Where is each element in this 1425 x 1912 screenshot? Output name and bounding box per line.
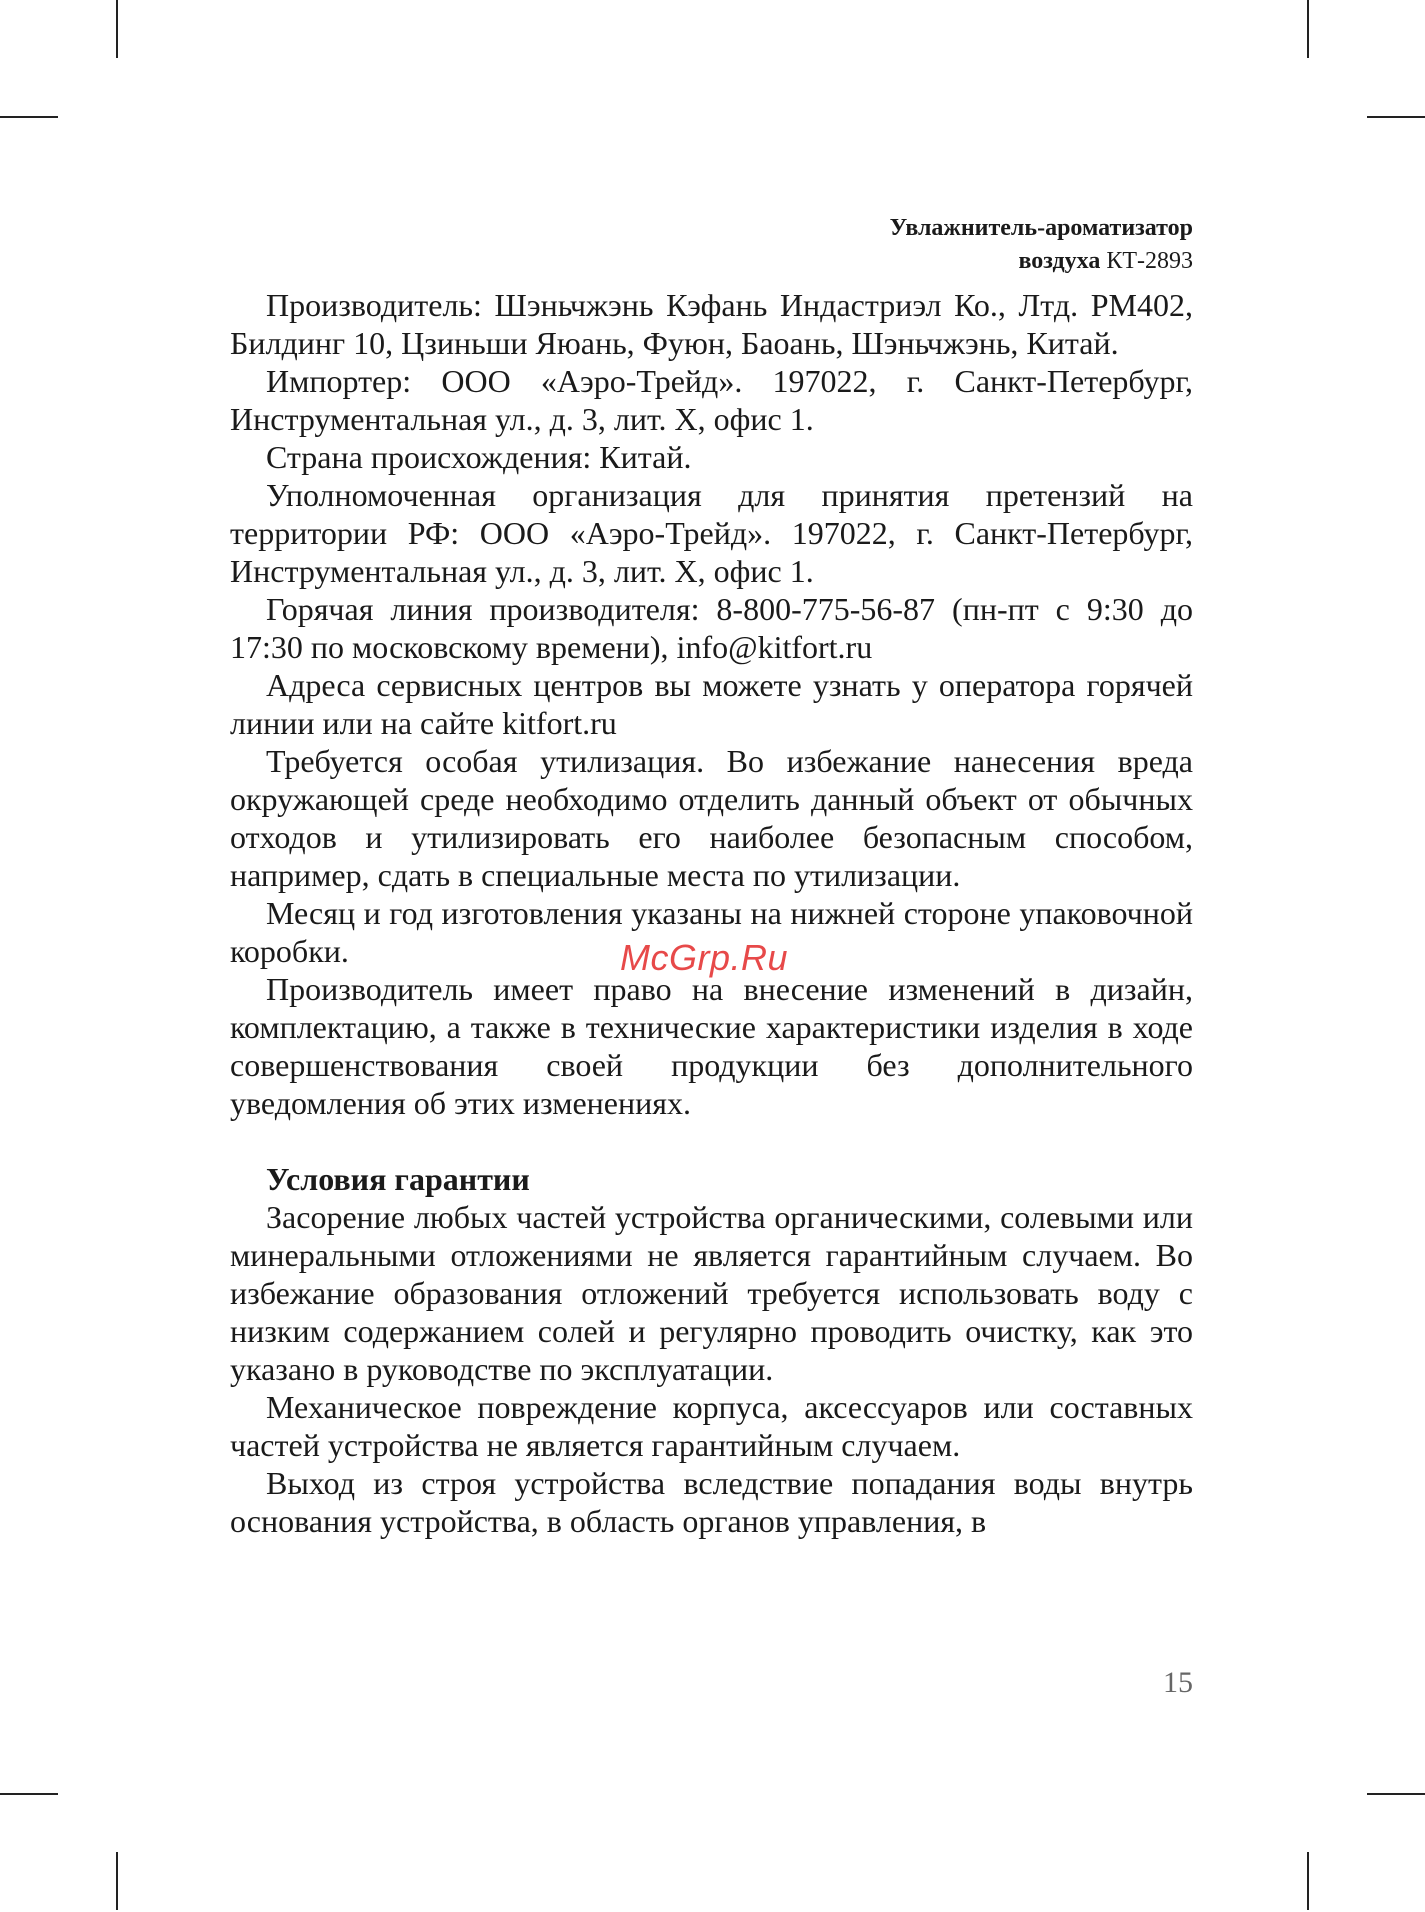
paragraph-country: Страна происхождения: Китай. — [266, 439, 692, 475]
crop-mark-top-left — [116, 0, 118, 58]
paragraph-hotline: Горячая линия производителя: 8-800-775-56-87 (пн-пт с 9:30 до 17:30 по московскому времени), info@kitfort.ru — [230, 591, 1193, 665]
paragraph-disposal: Требуется особая утилизация. Во избежание нанесения вреда окружающей среде необходимо отделить данный объект от обычных отходов и утилизировать его наиболее безопасным способом, например, сдать в специальные места по утилизации. — [230, 743, 1193, 893]
section-title-warranty: Условия гарантии — [266, 1161, 530, 1197]
crop-mark-left-bottom — [0, 1793, 58, 1795]
page-body — [230, 286, 1193, 1540]
paragraph-design-changes: Производитель имеет право на внесение изменений в дизайн, комплектацию, а также в технические характеристики изделия в ходе совершенствования своей продукции без дополнительного уведомления об этих изменениях. — [230, 971, 1193, 1121]
paragraph-service-centers: Адреса сервисных центров вы можете узнать у оператора горячей линии или на сайте kitfort.ru — [230, 667, 1193, 741]
crop-mark-left-top — [0, 116, 58, 118]
paragraph-warranty-mechanical: Механическое повреждение корпуса, аксессуаров или составных частей устройства не является гарантийным случаем. — [230, 1389, 1193, 1463]
header-line-1: Увлажнитель-ароматизатор — [889, 215, 1193, 241]
crop-mark-right-bottom — [1367, 1793, 1425, 1795]
crop-mark-top-right — [1307, 0, 1309, 58]
paragraph-authorized-org: Уполномоченная организация для принятия претензий на территории РФ: ООО «Аэро-Трейд». 197022, г. Санкт-Петербург, Инструментальная ул., д. 3, лит. Х, офис 1. — [230, 477, 1193, 589]
crop-mark-bottom-right — [1307, 1852, 1309, 1910]
watermark: McGrp.Ru — [620, 937, 789, 978]
paragraph-importer: Импортер: ООО «Аэро-Трейд». 197022, г. Санкт-Петербург, Инструментальная ул., д. 3, лит. Х, офис 1. — [230, 363, 1193, 437]
paragraph-manufacturer: Производитель: Шэньчжэнь Кэфань Индастриэл Ко., Лтд. РМ402, Билдинг 10, Цзиньши Яюань, Фуюн, Баоань, Шэньчжэнь, Китай. — [230, 287, 1193, 361]
header-line-2: воздуха КТ-2893 — [1018, 248, 1193, 274]
running-header — [890, 212, 1193, 278]
paragraph-warranty-deposits: Засорение любых частей устройства органическими, солевыми или минеральными отложениями не является гарантийным случаем. Во избежание образования отложений требуется использовать воду с низким содержанием солей и регулярно проводить очистку, как это указано в руководстве по эксплуатации. — [230, 1199, 1193, 1387]
paragraph-warranty-water: Выход из строя устройства вследствие попадания воды внутрь основания устройства, в область органов управления, в — [230, 1465, 1193, 1539]
paragraph-production-date: Месяц и год изготовления указаны на нижней стороне упаковочной коробки. — [230, 895, 1193, 969]
crop-mark-bottom-left — [116, 1852, 118, 1910]
crop-mark-right-top — [1367, 116, 1425, 118]
page-number: 15 — [1163, 1666, 1193, 1699]
